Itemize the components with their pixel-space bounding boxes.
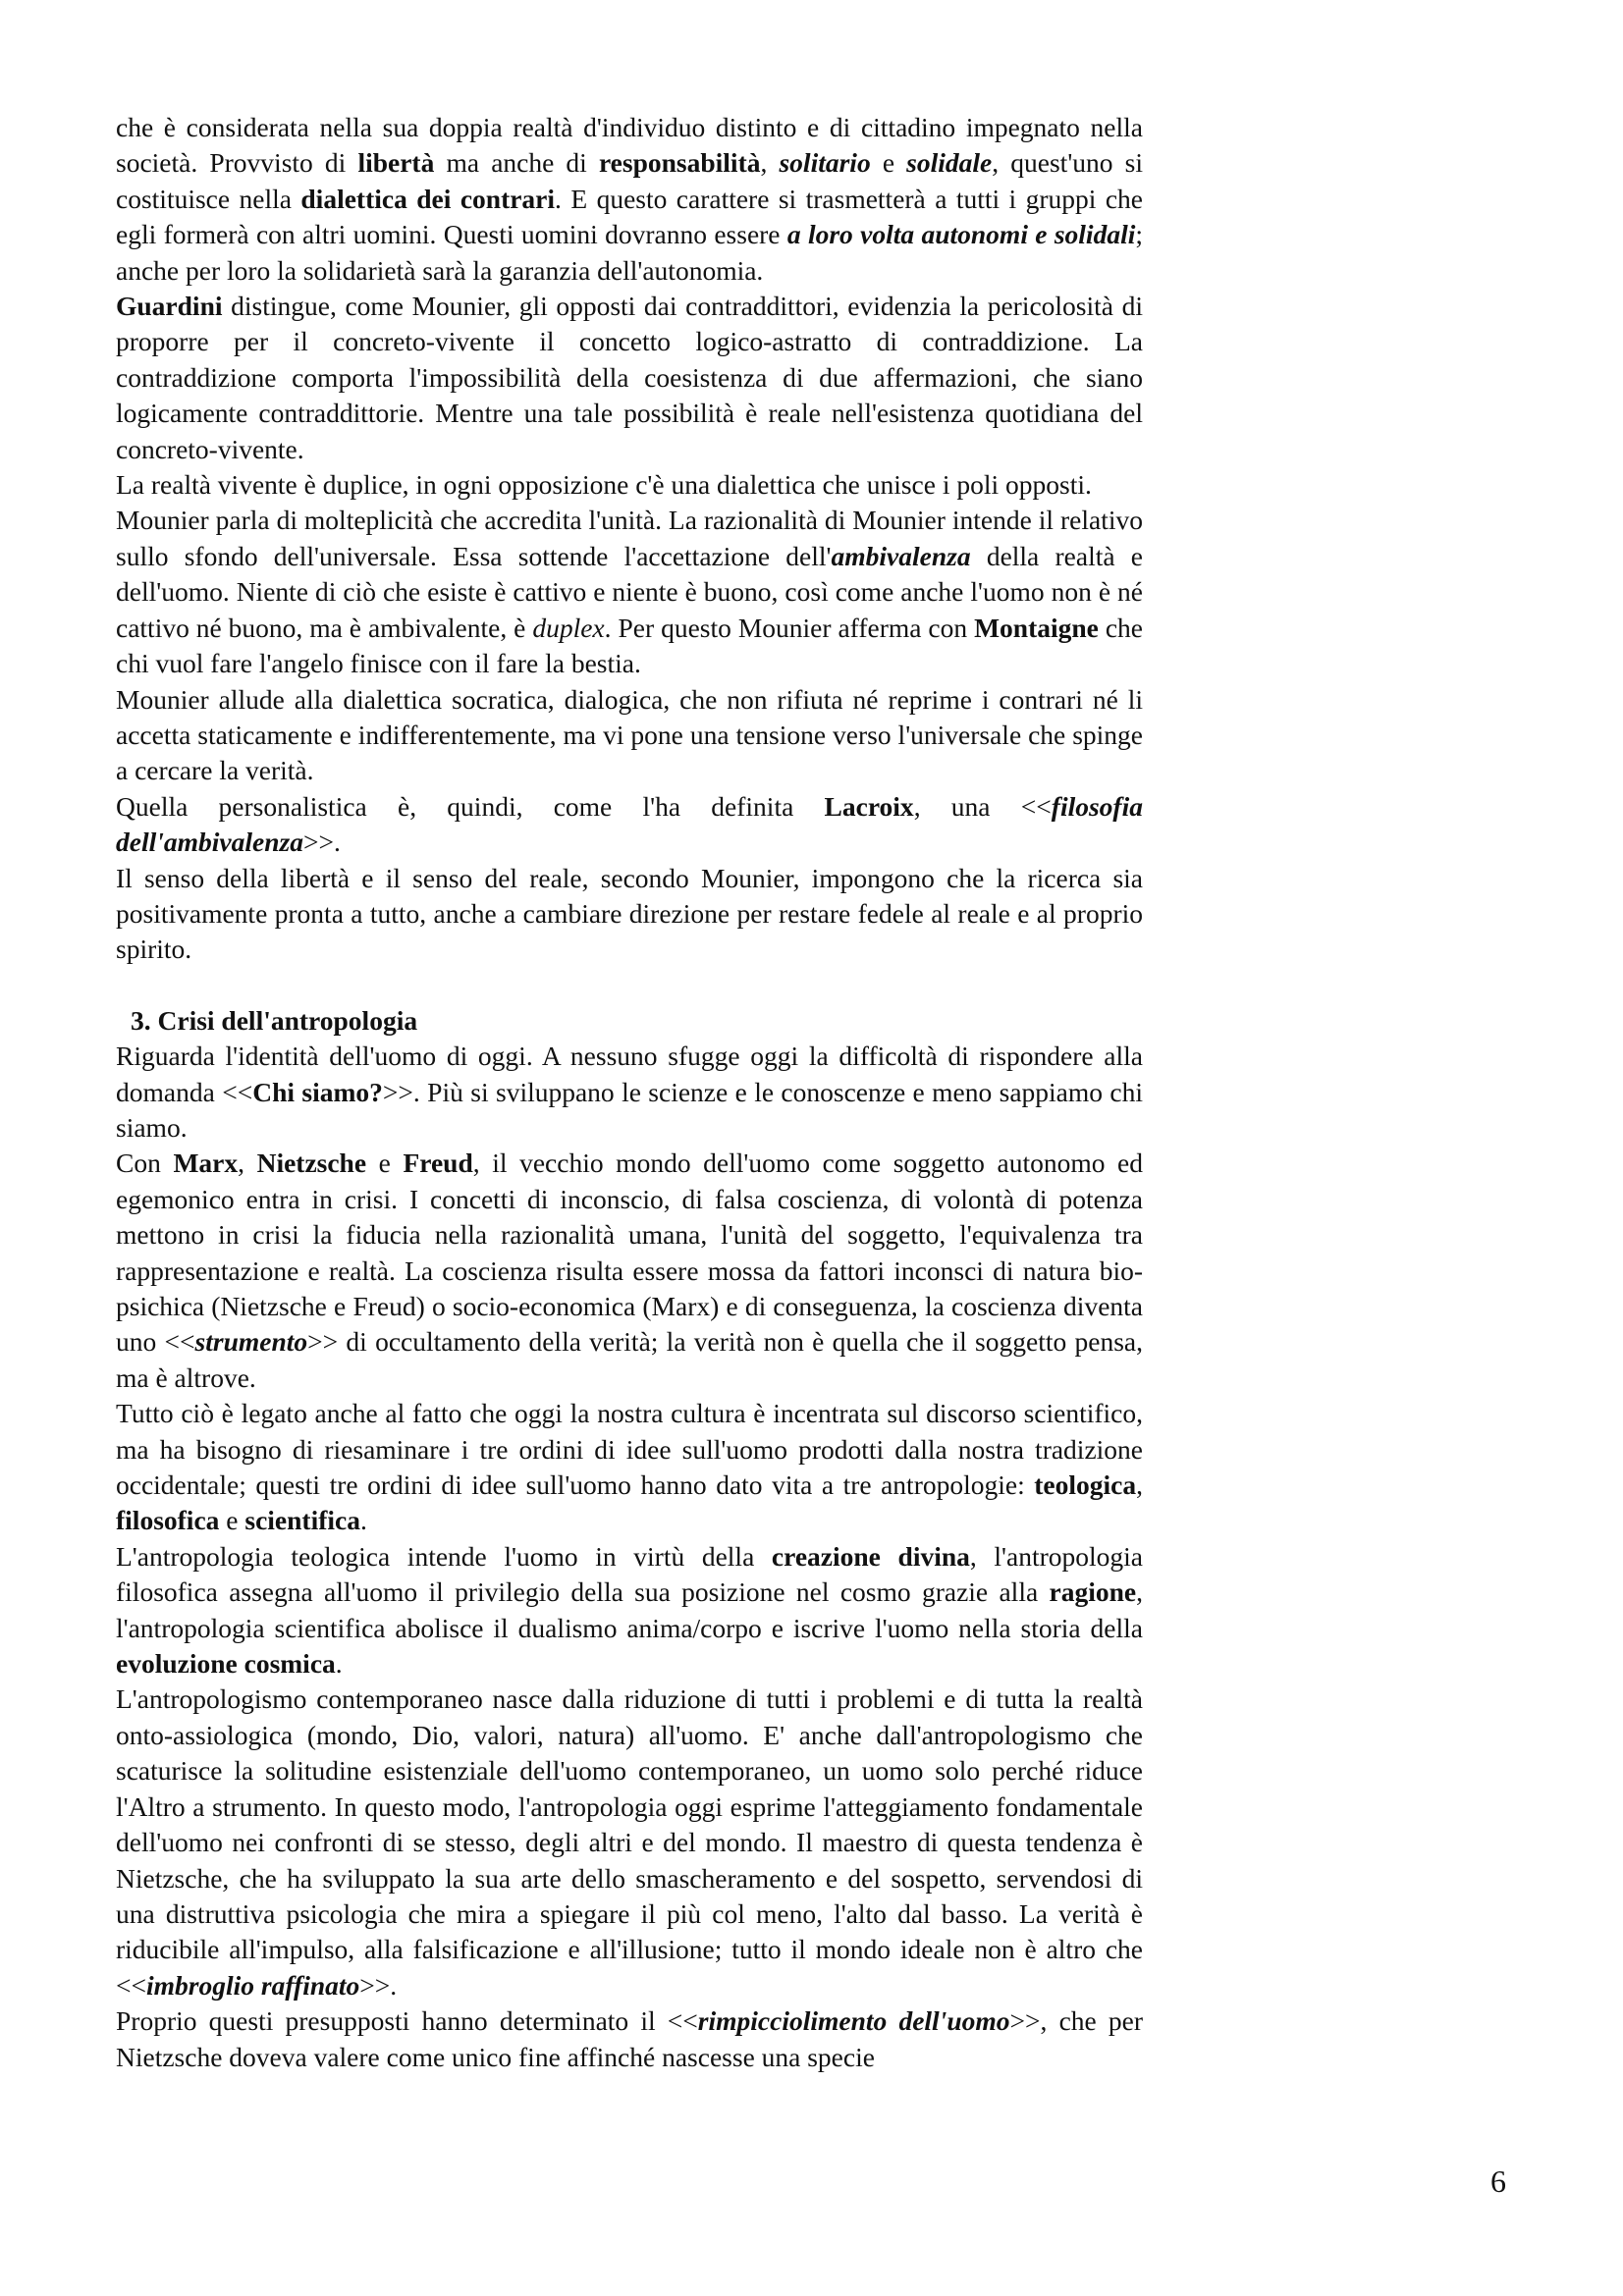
bold-text: Chi siamo? [252, 1076, 383, 1107]
text-run: , l'antropologia scientifica abolisce il dualismo anima/corpo e iscrive l'uomo nella storia della [116, 1576, 1143, 1643]
paragraph-13 [116, 2003, 1143, 2075]
text-run: L'antropologia teologica intende l'uomo in virtù della [116, 1540, 772, 1572]
text-run: , [238, 1148, 257, 1179]
bold-text: evoluzione cosmica [116, 1648, 336, 1680]
bold-text: Nietzsche [256, 1148, 367, 1179]
text-run: che chi vuol fare l'angelo finisce con il fare la bestia. [116, 612, 1143, 679]
text-run: e [366, 1148, 404, 1179]
bold-italic-text: strumento [194, 1326, 308, 1358]
bold-text: dialettica dei contrari [300, 183, 556, 214]
text-run: e [870, 147, 907, 179]
bold-text: Marx [173, 1148, 239, 1179]
paragraph-7: Il senso della libertà e il senso del reale, secondo Mounier, impongono che la ricerca sia positivamente pronta a tutto, anche a cambiare direzione per restare fedele al reale e al proprio spirito. [116, 862, 1143, 965]
paragraph-11 [116, 1539, 1143, 1682]
text-run: , [1136, 1469, 1143, 1501]
bold-text: responsabilità [598, 147, 761, 179]
text-column [116, 110, 1143, 2075]
text-run: Mounier parla di molteplicità che accredita l'unità. La razionalità di Mounier intende il relativo sullo sfondo dell'universale. Essa sottende l'accettazione dell' [116, 505, 1143, 571]
bold-text: Freud [403, 1148, 473, 1179]
paragraph-6 [116, 789, 1143, 861]
text-run: , il vecchio mondo dell'uomo come soggetto autonomo ed egemonico entra in crisi. I concetti di inconscio, di falsa coscienza, di volontà di potenza mettono in crisi la fiducia nella razionalità umana, l'unità del soggetto, l'equivalenza tra rappresentazione e realtà. La coscienza risulta essere mossa da fattori inconsci di natura bio-psichica (Nietzsche e Freud) o socio-economica (Marx) e di conseguenza, la coscienza diventa uno << [116, 1148, 1144, 1358]
bold-italic-text: solidale [906, 147, 993, 179]
text-run: che è considerata nella sua doppia realtà d'individuo distinto e di cittadino impegnato nella società. Provvisto di [116, 112, 1143, 179]
text-run: ma anche di [434, 147, 599, 179]
text-run: Riguarda l'identità dell'uomo di oggi. A nessuno sfugge oggi la difficoltà di rispondere alla domanda << [116, 1041, 1143, 1107]
text-run: , [760, 147, 780, 179]
text-run: , una << [913, 790, 1052, 822]
text-run: Con [116, 1148, 174, 1179]
text-run: >> di occultamento della verità; la verità non è quella che il soggetto pensa, ma è altrove. [116, 1326, 1143, 1393]
paragraph-12 [116, 1682, 1143, 2003]
bold-italic-text: ambivalenza [831, 540, 971, 571]
italic-text: duplex [532, 612, 605, 643]
text-run: >>, che per Nietzsche doveva valere come unico fine affinché nascesse una specie [116, 2005, 1144, 2072]
text-run: ; anche per loro la solidarietà sarà la garanzia dell'autonomia. [116, 219, 1143, 286]
text-run: . [335, 1648, 343, 1680]
text-run: della realtà e dell'uomo. Niente di ciò che esiste è cattivo e niente è buono, così come anche l'uomo non è né cattivo né buono, ma è ambivalente, è [116, 540, 1143, 643]
bold-text: ragione [1049, 1576, 1137, 1608]
bold-italic-text: a loro volta autonomi e solidali [786, 219, 1136, 250]
bold-text: teologica [1034, 1469, 1137, 1501]
paragraph-8 [116, 1039, 1143, 1146]
bold-italic-text: filosofia dell'ambivalenza [116, 790, 1143, 858]
text-run: distingue, come Mounier, gli opposti dai contraddittori, evidenzia la pericolosità di proporre per il concreto-vivente il concetto logico-astratto di contraddizione. La contraddizione comporta l'impossibilità della coesistenza di due affermazioni, che siano logicamente contraddittorie. Mentre una tale possibilità è reale nell'esistenza quotidiana del concreto-vivente. [116, 291, 1143, 464]
paragraph-4 [116, 503, 1143, 681]
bold-text: libertà [357, 147, 435, 179]
text-run: Proprio questi presupposti hanno determinato il << [116, 2005, 698, 2037]
text-run: >>. [359, 1969, 398, 2001]
text-run: L'antropologismo contemporaneo nasce dalla riduzione di tutti i problemi e di tutta la realtà onto-assiologica (mondo, Dio, valori, natura) all'uomo. E' anche dall'antropologismo che scaturisce la solitudine esistenziale dell'uomo contemporaneo, un uomo solo perché riduce l'Altro a strumento. In questo modo, l'antropologia oggi esprime l'atteggiamento fondamentale dell'uomo nei confronti di se stesso, degli altri e del mondo. Il maestro di questa tendenza è Nietzsche, che ha sviluppato la sua arte dello smascheramento e del sospetto, servendosi di una distruttiva psicologia che mira a spiegare il più col meno, l'alto dal basso. La verità è riducibile all'impulso, alla falsificazione e all'illusione; tutto il mondo ideale non è altro che << [116, 1683, 1143, 2001]
paragraph-9 [116, 1146, 1143, 1396]
text-run: e [219, 1505, 245, 1536]
bold-italic-text: rimpicciolimento dell'uomo [697, 2005, 1010, 2037]
bold-text: Montaigne [974, 612, 1099, 643]
text-run: Tutto ciò è legato anche al fatto che oggi la nostra cultura è incentrata sul discorso scientifico, ma ha bisogno di riesaminare i tre ordini di idee sull'uomo prodotti dalla nostra tradizione occidentale; questi tre ordini di idee sull'uomo hanno dato vita a tre antropologie: [116, 1398, 1143, 1501]
section-heading: 3. Crisi dell'antropologia [131, 1004, 418, 1036]
paragraph-3: La realtà vivente è duplice, in ogni opposizione c'è una dialettica che unisce i poli opposti. [116, 469, 1092, 501]
text-run: , l'antropologia filosofica assegna all'uomo il privilegio della sua posizione nel cosmo grazie alla [116, 1540, 1144, 1608]
bold-italic-text: solitario [779, 147, 871, 179]
text-run: . [359, 1505, 367, 1536]
paragraph-5: Mounier allude alla dialettica socratica, dialogica, che non rifiuta né reprime i contrari né li accetta staticamente e indifferentemente, ma vi pone una tensione verso l'universale che spinge a cercare la verità. [116, 683, 1143, 786]
text-run: >>. [302, 827, 341, 858]
bold-text: scientifica [244, 1505, 360, 1536]
text-run: . Per questo Mounier afferma con [604, 612, 975, 643]
paragraph-10 [116, 1396, 1143, 1539]
bold-italic-text: imbroglio raffinato [146, 1969, 360, 2001]
bold-text: creazione divina [771, 1540, 970, 1572]
bold-text: Guardini [116, 291, 223, 322]
paragraph-2 [116, 289, 1143, 467]
text-run: >>. Più si sviluppano le scienze e le conoscenze e meno sappiamo chi siamo. [116, 1076, 1143, 1143]
text-run: . E questo carattere si trasmetterà a tutti i gruppi che egli formerà con altri uomini. Questi uomini dovranno essere [116, 183, 1144, 250]
bold-text: filosofica [116, 1505, 220, 1536]
text-run: Quella personalistica è, quindi, come l'ha definita [116, 790, 825, 822]
bold-text: Lacroix [824, 790, 914, 822]
paragraph-1 [116, 110, 1143, 289]
page-number: 6 [1490, 2163, 1506, 2199]
section-spacer [116, 968, 1143, 1003]
text-run: , quest'uno si costituisce nella [116, 147, 1143, 214]
